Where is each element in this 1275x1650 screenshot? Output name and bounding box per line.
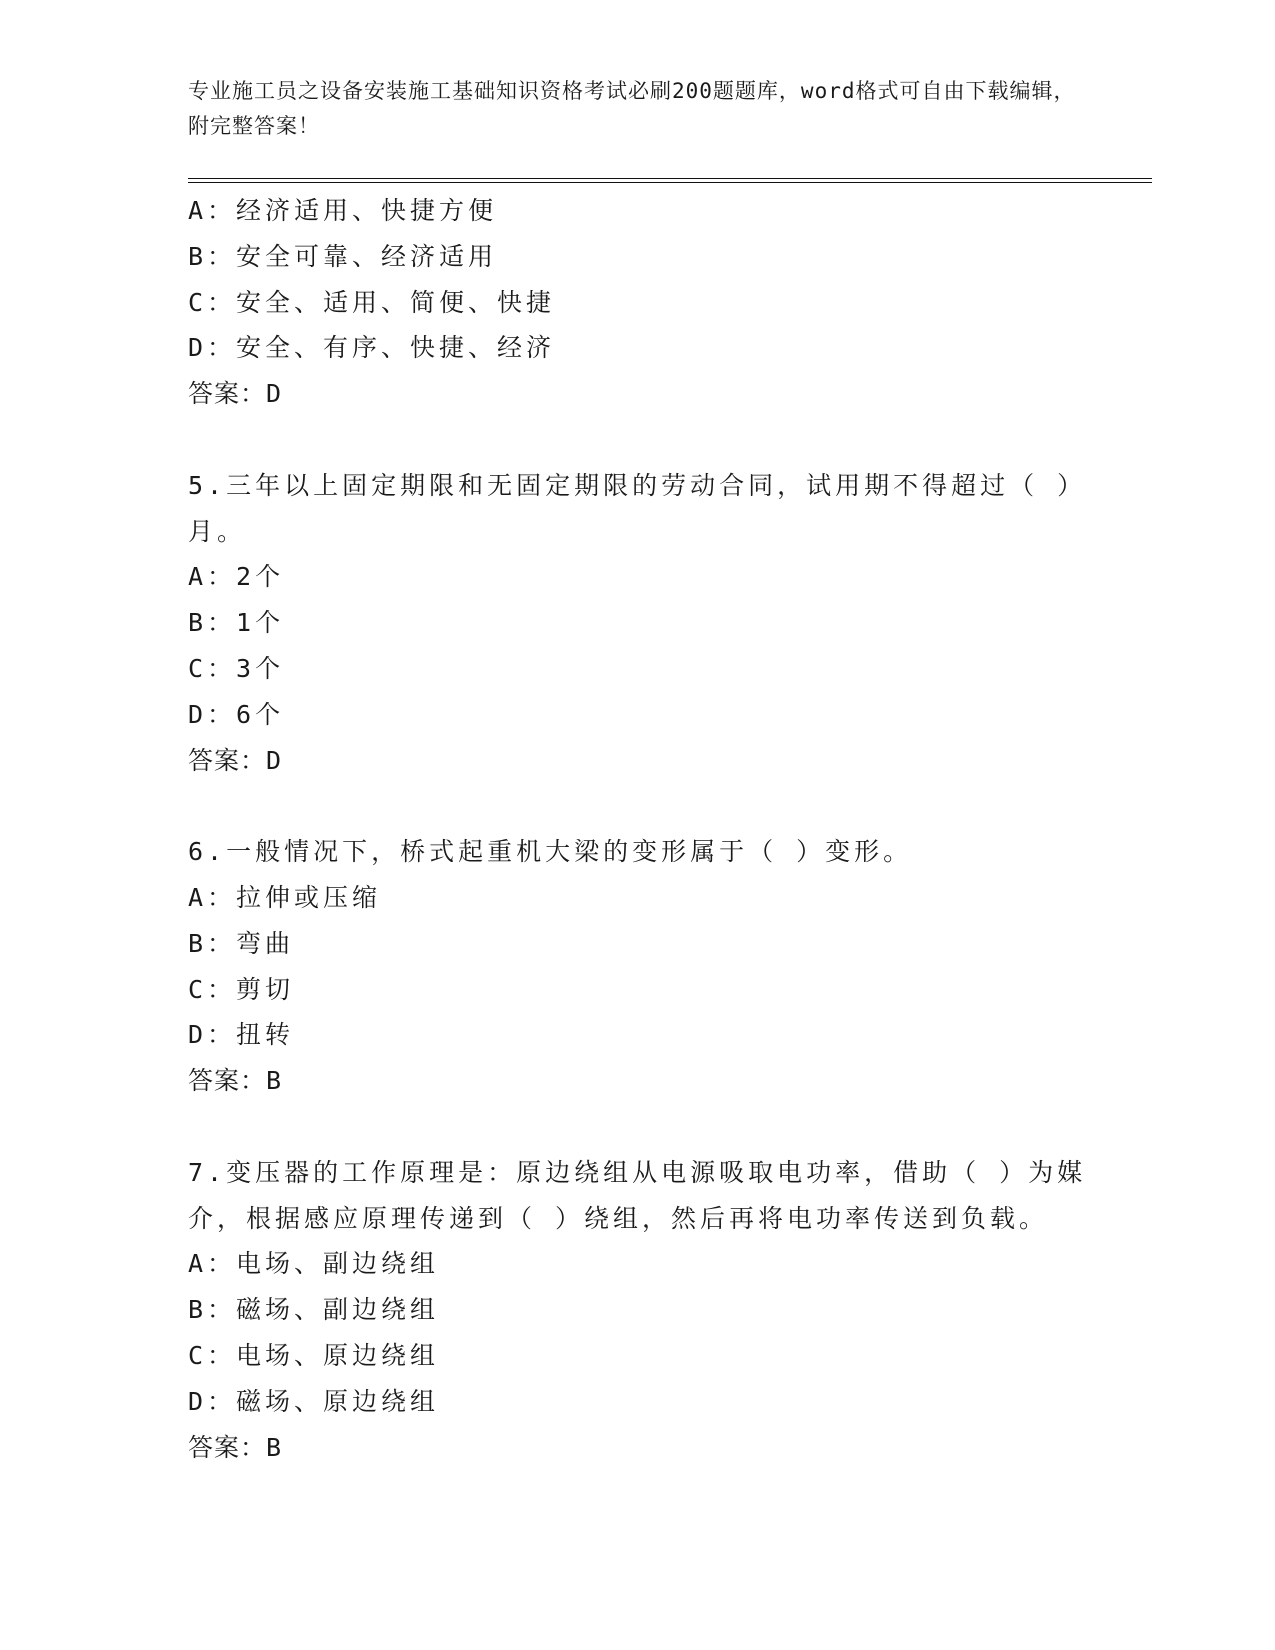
option-c: C：剪切 — [188, 974, 295, 1004]
option-b: B：磁场、副边绕组 — [188, 1295, 440, 1325]
option-d: D：安全、有序、快捷、经济 — [188, 333, 556, 363]
option-d: D：磁场、原边绕组 — [188, 1386, 440, 1416]
question-text: 5.三年以上固定期限和无固定期限的劳动合同，试用期不得超过（ ）月。 — [188, 470, 1087, 546]
spacer — [188, 417, 1088, 463]
question-7 — [188, 1150, 1088, 1471]
question-5 — [188, 463, 1088, 784]
option-a: A：电场、副边绕组 — [188, 1249, 440, 1279]
question-text: 7.变压器的工作原理是：原边绕组从电源吸取电功率，借助（ ）为媒介，根据感应原理传递到（ ）绕组，然后再将电功率传送到负载。 — [188, 1157, 1087, 1233]
question-4 — [188, 188, 1088, 417]
question-6 — [188, 829, 1088, 1104]
spacer — [188, 783, 1088, 829]
option-c: C：3个 — [188, 653, 285, 683]
option-a: A：拉伸或压缩 — [188, 882, 382, 912]
spacer — [188, 1104, 1088, 1150]
answer: 答案：B — [188, 1432, 283, 1462]
answer: 答案：B — [188, 1066, 283, 1096]
option-c: C：安全、适用、简便、快捷 — [188, 287, 556, 317]
option-a: A：经济适用、快捷方便 — [188, 196, 498, 225]
answer: 答案：D — [188, 745, 283, 775]
option-b: B：安全可靠、经济适用 — [188, 241, 498, 271]
option-b: B：弯曲 — [188, 928, 295, 958]
answer: 答案：D — [188, 379, 283, 409]
option-a: A：2个 — [188, 562, 285, 592]
option-c: C：电场、原边绕组 — [188, 1340, 440, 1370]
header-divider-top — [188, 178, 1152, 179]
question-text: 6.一般情况下，桥式起重机大梁的变形属于（ ）变形。 — [188, 837, 913, 867]
option-d: D：6个 — [188, 699, 285, 729]
option-b: B：1个 — [188, 608, 285, 638]
header-divider-bottom — [188, 182, 1152, 183]
document-header: 专业施工员之设备安装施工基础知识资格考试必刷200题题库，word格式可自由下载编辑，附完整答案！ — [188, 79, 1076, 138]
option-d: D：扭转 — [188, 1020, 295, 1050]
question-list — [188, 188, 1088, 1470]
